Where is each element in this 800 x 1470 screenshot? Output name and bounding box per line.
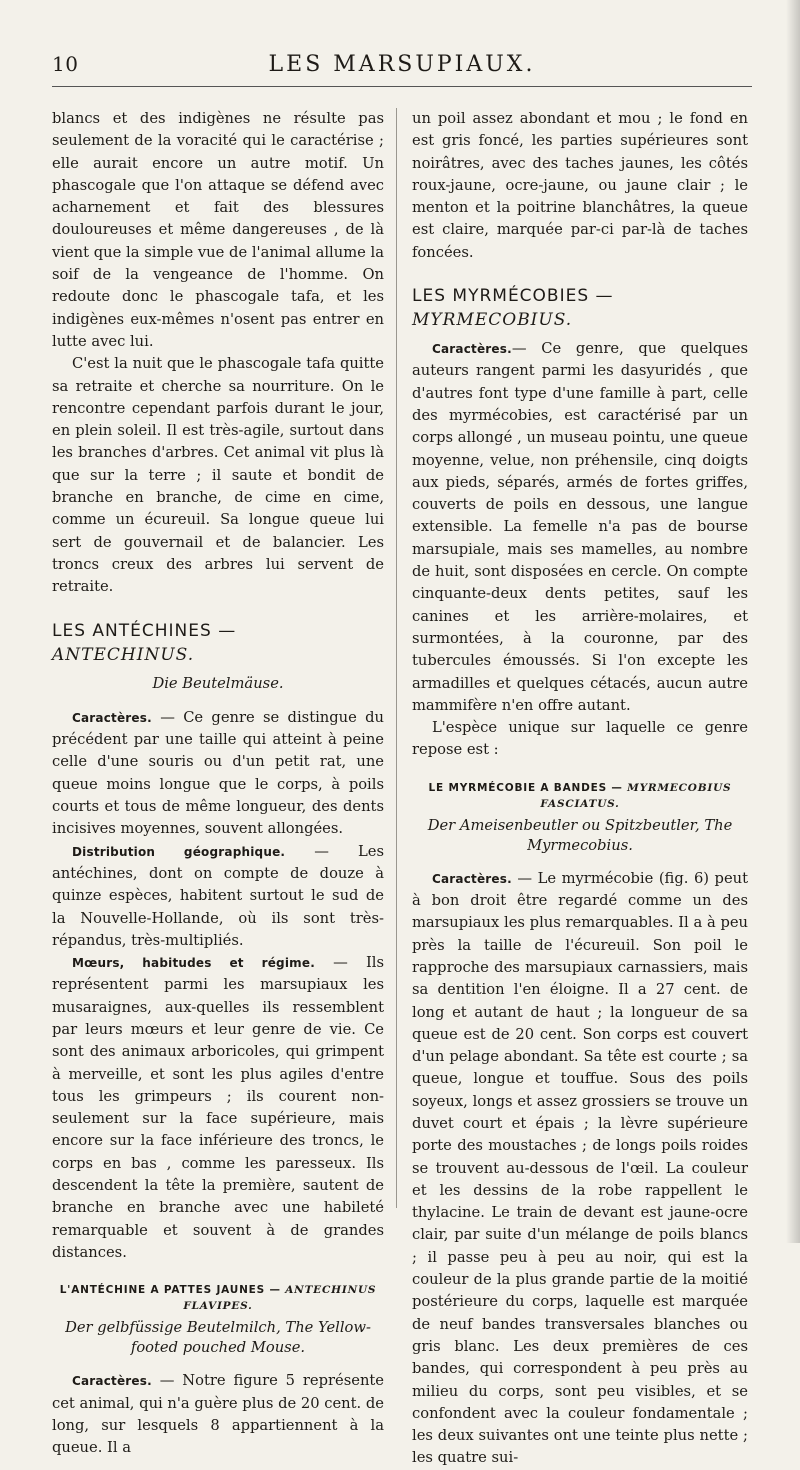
common-names: Der gelbfüssige Beutelmilch, The Yellow-footed pouched Mouse. xyxy=(65,1319,371,1357)
paragraph xyxy=(52,952,384,1264)
sub-heading-fasciatus xyxy=(412,780,748,812)
heading-latin: MYRMECOBIUS. xyxy=(412,310,573,331)
run-in-heading: Distribution géographique. xyxy=(72,844,286,859)
german-name: Die Beutelmäuse. xyxy=(152,674,284,692)
left-column xyxy=(52,108,384,1459)
header-rule xyxy=(52,86,752,87)
paragraph xyxy=(412,338,748,717)
run-in-heading: Caractères. xyxy=(72,1374,152,1389)
run-in-heading: Caractères. xyxy=(432,342,512,357)
heading-text: L'ANTÉCHINE A PATTES JAUNES — xyxy=(59,1284,286,1297)
paragraph-text: — Les antéchines, dont on compte de douze à quinze espèces, habitent surtout le sud de la Nouvelle-Hollande, où ils sont très-répandus, très-multipliés. xyxy=(52,842,384,949)
common-names: Der Ameisenbeutler ou Spitzbeutler, The Myrmecobius. xyxy=(427,816,733,854)
heading-text: LES MYRMÉCOBIES — xyxy=(412,286,614,307)
column-divider xyxy=(396,108,397,1208)
page-number: 10 xyxy=(52,52,79,76)
paragraph xyxy=(52,707,384,841)
section-heading-antechinus xyxy=(52,619,384,667)
paragraph-text: — Ce genre, que quelques auteurs rangent parmi les dasyuridés , que d'autres font type d'une famille à part, celle des myrmécobies, est caractérisé par un corps allongé , un museau pointu, une queue moyenne, velue, non préhensile, cinq doigts aux pieds, séparés, armés de fortes griffes, couverts de poils en dessous, une langue extensible. La femelle n'a pas de bourse marsupiale, mais ses mamelles, au nombre de huit, sont disposées en cercle. On compte cinquante-deux dents petites, sauf les canines et les arrière-molaires, et surmontées, à la couronne, par des tubercules émoussés. Si l'on excepte les armadilles et quelques cétacés, aucun autre mammifère n'en offre autant. xyxy=(412,340,748,714)
paragraph xyxy=(52,841,384,952)
paragraph-text: — Ce genre se distingue du précédent par une taille qui atteint à peine celle d'une souris ou d'un petit rat, une queue moins longue que le corps, à poils courts et tous de même longueur, des dents incisives moyennes, souvent allongées. xyxy=(52,708,384,838)
paragraph-text: — Le myrmécobie (fig. 6) peut à bon droit être regardé comme un des marsupiaux les plus remarquables. Il a à peu près la taille de l'écureuil. Son poil le rapproche des marsupiaux carnassiers, mais sa dentition l'en éloigne. Il a 27 cent. de long et autant de haut ; la longueur de sa queue est de 20 cent. Son corps est couvert d'un pelage abondant. Sa tête est courte ; sa queue, longue et touffue. Sous des poils soyeux, longs et assez grossiers se trouve un duvet court et épais ; la lèvre supérieure porte des moustaches ; de longs poils roides se trouvent au-dessous de l'œil. La couleur et les dessins de la robe rappellent le thylacine. Le train de devant est jaune-ocre clair, par suite d'un mélange de poils blancs ; il passe peu à peu au noir, qui est la couleur de la plus grande partie de la moitié postérieure du corps, laquelle est marquée de neuf bandes transversales blanches ou gris blanc. Les deux premières de ces bandes, qui correspondent à peu près au milieu du corps, sont peu visibles, et se confondent avec la couleur fondamentale ; les deux suivantes ont une teinte plus nette ; les quatre sui- xyxy=(412,869,748,1467)
heading-text: LE MYRMÉCOBIE A BANDES — xyxy=(428,781,628,794)
paragraph xyxy=(52,1370,384,1459)
paragraph: C'est la nuit que le phascogale tafa quitte sa retraite et cherche sa nourriture. On le rencontre cependant parfois durant le jour, en plein soleil. Il est très-agile, surtout dans les branches d'arbres. Cet animal vit plus là que sur la terre ; il saute et bondit de branche en branche, de cime en cime, comme un écureuil. Sa longue queue lui sert de gouvernail et de balancier. Les troncs creux des arbres lui servent de retraite. xyxy=(52,355,384,596)
page-edge-shadow xyxy=(786,0,800,1243)
paragraph: L'espèce unique sur laquelle ce genre repose est : xyxy=(412,719,748,759)
sub-heading-flavipes xyxy=(52,1282,384,1314)
heading-latin: ANTECHINUS FLAVIPES. xyxy=(183,1284,377,1313)
right-column xyxy=(412,108,748,1470)
running-head: LES MARSUPIAUX. xyxy=(268,52,536,77)
paragraph: blancs et des indigènes ne résulte pas seulement de la voracité qui le caractérise ; elle aurait encore un autre motif. Un phascogale que l'on attaque se défend avec acharnement et fait des blessures douloureuses et même dangereuses , de là vient que la simple vue de l'animal allume la soif de la vengeance de l'homme. On redoute donc le phascogale tafa, et les indigènes eux-mêmes n'osent pas entrer en lutte avec lui. xyxy=(52,110,384,350)
section-heading-myrmecobius xyxy=(412,284,748,332)
heading-latin: MYRMECOBIUS FASCIATUS. xyxy=(540,781,732,810)
run-in-heading: Mœurs, habitudes et régime. xyxy=(72,956,315,971)
run-in-heading: Caractères. xyxy=(432,871,512,886)
heading-text: LES ANTÉCHINES — xyxy=(52,620,237,641)
paragraph-text: — Notre figure 5 représente cet animal, qui n'a guère plus de 20 cent. de long, sur lesquels 8 appartiennent à la queue. Il a xyxy=(52,1372,384,1457)
paragraph-text: — Ils représentent parmi les marsupiaux les musaraignes, aux-quelles ils ressemblent par leurs mœurs et leur genre de vie. Ce sont des animaux arboricoles, qui grimpent à merveille, et sont les plus agiles d'entre tous les grimpeurs ; ils courent non-seulement sur la face supérieure, mais encore sur la face inférieure des troncs, le corps en bas , comme les paresseux. Ils descendent la tête la première, sautent de branche en branche avec une habileté remarquable et souvent à de grandes distances. xyxy=(52,954,385,1261)
paragraph: un poil assez abondant et mou ; le fond en est gris foncé, les parties supérieures sont noirâtres, avec des taches jaunes, les côtés roux-jaune, ocre-jaune, ou jaune clair ; le menton et la poitrine blanchâtres, la queue est claire, marquée par-ci par-là de taches foncées. xyxy=(412,110,748,261)
paragraph xyxy=(412,868,748,1470)
heading-latin: ANTECHINUS. xyxy=(52,644,195,665)
page-header xyxy=(52,52,752,86)
run-in-heading: Caractères. xyxy=(72,710,152,725)
